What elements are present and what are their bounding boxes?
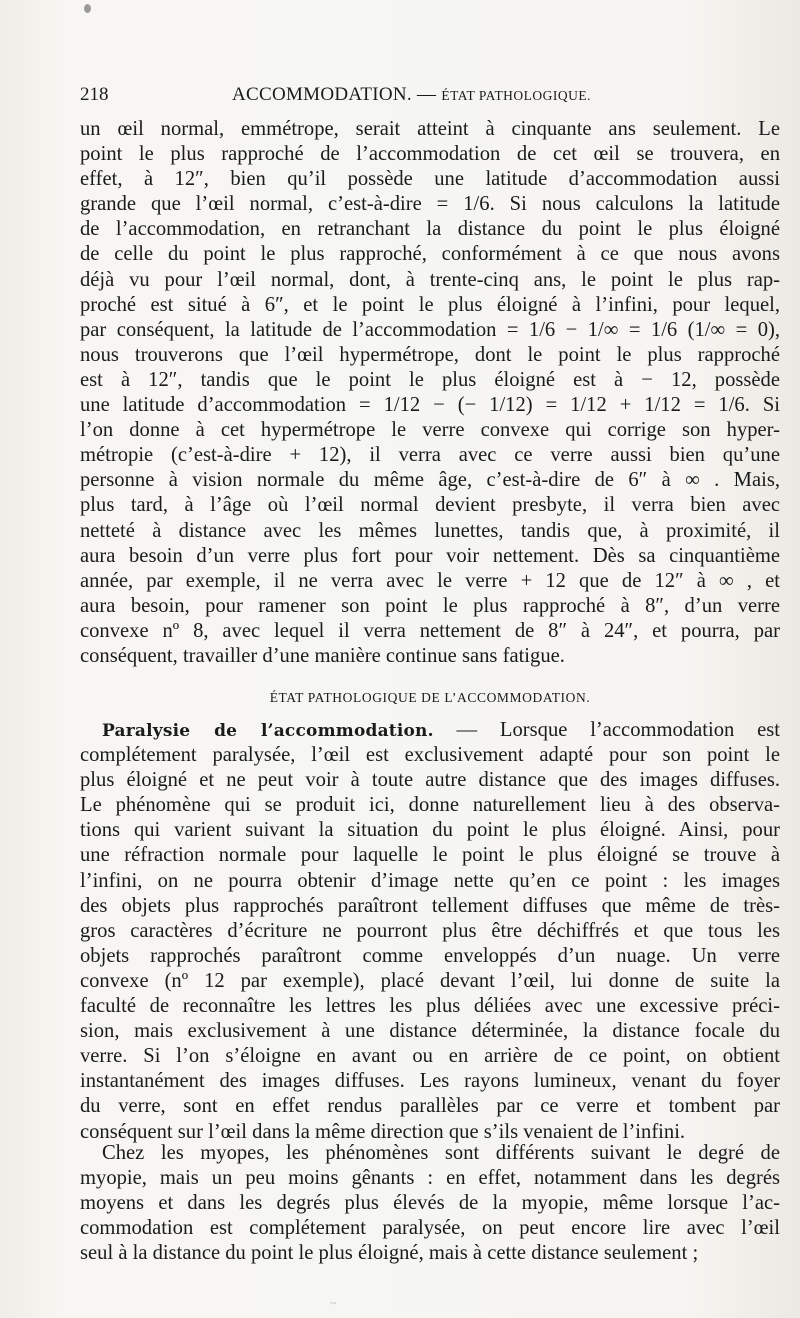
text-line: aura besoin d’un verre plus fort pour voir nettement. Dès sa cinquantième — [80, 544, 780, 567]
text-line: l’infini, on ne pourra obtenir d’image nette qu’en ce point : les images — [80, 869, 780, 892]
text-line: une réfraction normale pour laquelle le point le plus éloigné se trouve à — [80, 844, 780, 867]
text-line: grande que l’œil normal, c’est-à-dire = 1/6. Si nous calculons la latitude — [80, 193, 780, 216]
text-line: instantanément des images diffuses. Les rayons lumineux, venant du foyer — [80, 1070, 780, 1093]
paragraph-2 — [80, 718, 780, 1145]
text-line: gros caractères d’écriture ne pourront plus être déchiffrés et que tous les — [80, 919, 780, 942]
text-line — [80, 718, 780, 743]
text-line: du verre, sont en effet rendus parallèles par ce verre et tombent par — [80, 1095, 780, 1118]
text-line: netteté à distance avec les mêmes lunettes, tandis que, à proximité, il — [80, 519, 780, 542]
text-line: l’on donne à cet hypermétrope le verre convexe qui corrige son hyper- — [80, 419, 780, 442]
text-line: conséquent sur l’œil dans la même direction que s’ils venaient de l’infini. — [80, 1120, 686, 1143]
text-line: plus éloigné et ne peut voir à toute autre distance que des images diffuses. — [80, 769, 780, 792]
paragraph-lead: Paralysie de l’accommodation. — [102, 721, 434, 741]
text-line: convexe (nº 12 par exemple), placé devant l’œil, lui donne de suite la — [80, 969, 780, 992]
text-line: tions qui varient suivant la situation du point le plus éloigné. Ainsi, pour — [80, 819, 780, 842]
text-line: effet, à 12″, bien qu’il possède une latitude d’accommodation aussi — [80, 168, 780, 191]
paragraph-3 — [80, 1141, 780, 1266]
text-line: sion, mais exclusivement à une distance déterminée, la distance focale du — [80, 1020, 780, 1043]
text-line: un œil normal, emmétrope, serait atteint à cinquante ans seulement. Le — [80, 118, 780, 140]
section-title: ÉTAT PATHOLOGIQUE DE L’ACCOMMODATION. — [269, 690, 591, 705]
text-line: verre. Si l’on s’éloigne en avant ou en arrière de ce point, on obtient — [80, 1045, 780, 1068]
text-line: moyens et dans les degrés plus élevés de la myopie, même lorsque l’ac- — [80, 1192, 780, 1215]
text-line: métropie (c’est-à-dire + 12), il verra avec ce verre aussi bien qu’une — [80, 444, 780, 467]
text-line: déjà vu pour l’œil normal, dont, à trente-cinq ans, le point le plus rap- — [80, 268, 780, 291]
text-line: plus tard, à l’âge où l’œil normal devient presbyte, il verra bien avec — [80, 494, 780, 517]
text-line: commodation est complétement paralysée, on peut encore lire avec l’œil — [80, 1217, 780, 1240]
text-run: — Lorsque l’accommodation est — [433, 719, 780, 741]
text-line: personne à vision normale du même âge, c’est-à-dire de 6″ à ∞ . Mais, — [80, 469, 780, 492]
header-subtitle: ÉTAT PATHOLOGIQUE. — [441, 88, 592, 103]
smudge-mark: ~ — [330, 1296, 337, 1310]
text-line: Le phénomène qui se produit ici, donne naturellement lieu à des observa- — [80, 794, 780, 817]
text-line: aura besoin, pour ramener son point le plus rapproché à 8″, d’un verre — [80, 594, 780, 617]
text-line: seul à la distance du point le plus éloigné, mais à cette distance seulement ; — [80, 1242, 699, 1265]
paragraph-1 — [80, 117, 780, 669]
text-line: convexe nº 8, avec lequel il verra nettement de 8″ à 24″, et pourra, par — [80, 619, 780, 642]
text-line: proché est situé à 6″, et le point le plus éloigné à l’infini, pour lequel, — [80, 293, 780, 316]
text-line: myopie, mais un peu moins gênants : en effet, notamment dans les degrés — [80, 1167, 780, 1190]
text-line: par conséquent, la latitude de l’accommodation = 1/6 − 1/∞ = 1/6 (1/∞ = 0), — [80, 318, 780, 341]
ink-spot — [84, 4, 91, 13]
running-header — [80, 84, 780, 112]
text-line: Chez les myopes, les phénomènes sont différents suivant le degré de — [102, 1142, 780, 1164]
text-line: nous trouverons que l’œil hypermétrope, dont le point le plus rapproché — [80, 343, 780, 366]
header-title: ACCOMMODATION. — ÉTAT PATHOLOGIQUE. — [232, 84, 592, 105]
text-line: point le plus rapproché de l’accommodation de cet œil se trouvera, en — [80, 143, 780, 166]
text-line: objets rapprochés paraîtront comme enveloppés d’un nuage. Un verre — [80, 944, 780, 967]
text-line: complétement paralysée, l’œil est exclusivement adapté pour son point le — [80, 744, 780, 767]
text-line: de l’accommodation, en retranchant la distance du point le plus éloigné — [80, 218, 780, 241]
text-line: de celle du point le plus rapproché, conformément à ce que nous avons — [80, 243, 780, 266]
page-number: 218 — [80, 84, 109, 105]
text-line: année, par exemple, il ne verra avec le verre + 12 que de 12″ à ∞ , et — [80, 569, 780, 592]
text-line: conséquent, travailler d’une manière continue sans fatigue. — [80, 644, 565, 667]
text-line: une latitude d’accommodation = 1/12 − (− 1/12) = 1/12 + 1/12 = 1/6. Si — [80, 394, 780, 417]
text-line: faculté de reconnaître les lettres les plus déliées avec une excessive préci- — [80, 995, 780, 1018]
text-line: est à 12″, tandis que le point le plus éloigné est à − 12, possède — [80, 368, 780, 391]
text-line: des objets plus rapprochés paraîtront tellement diffuses que même de très- — [80, 894, 780, 917]
